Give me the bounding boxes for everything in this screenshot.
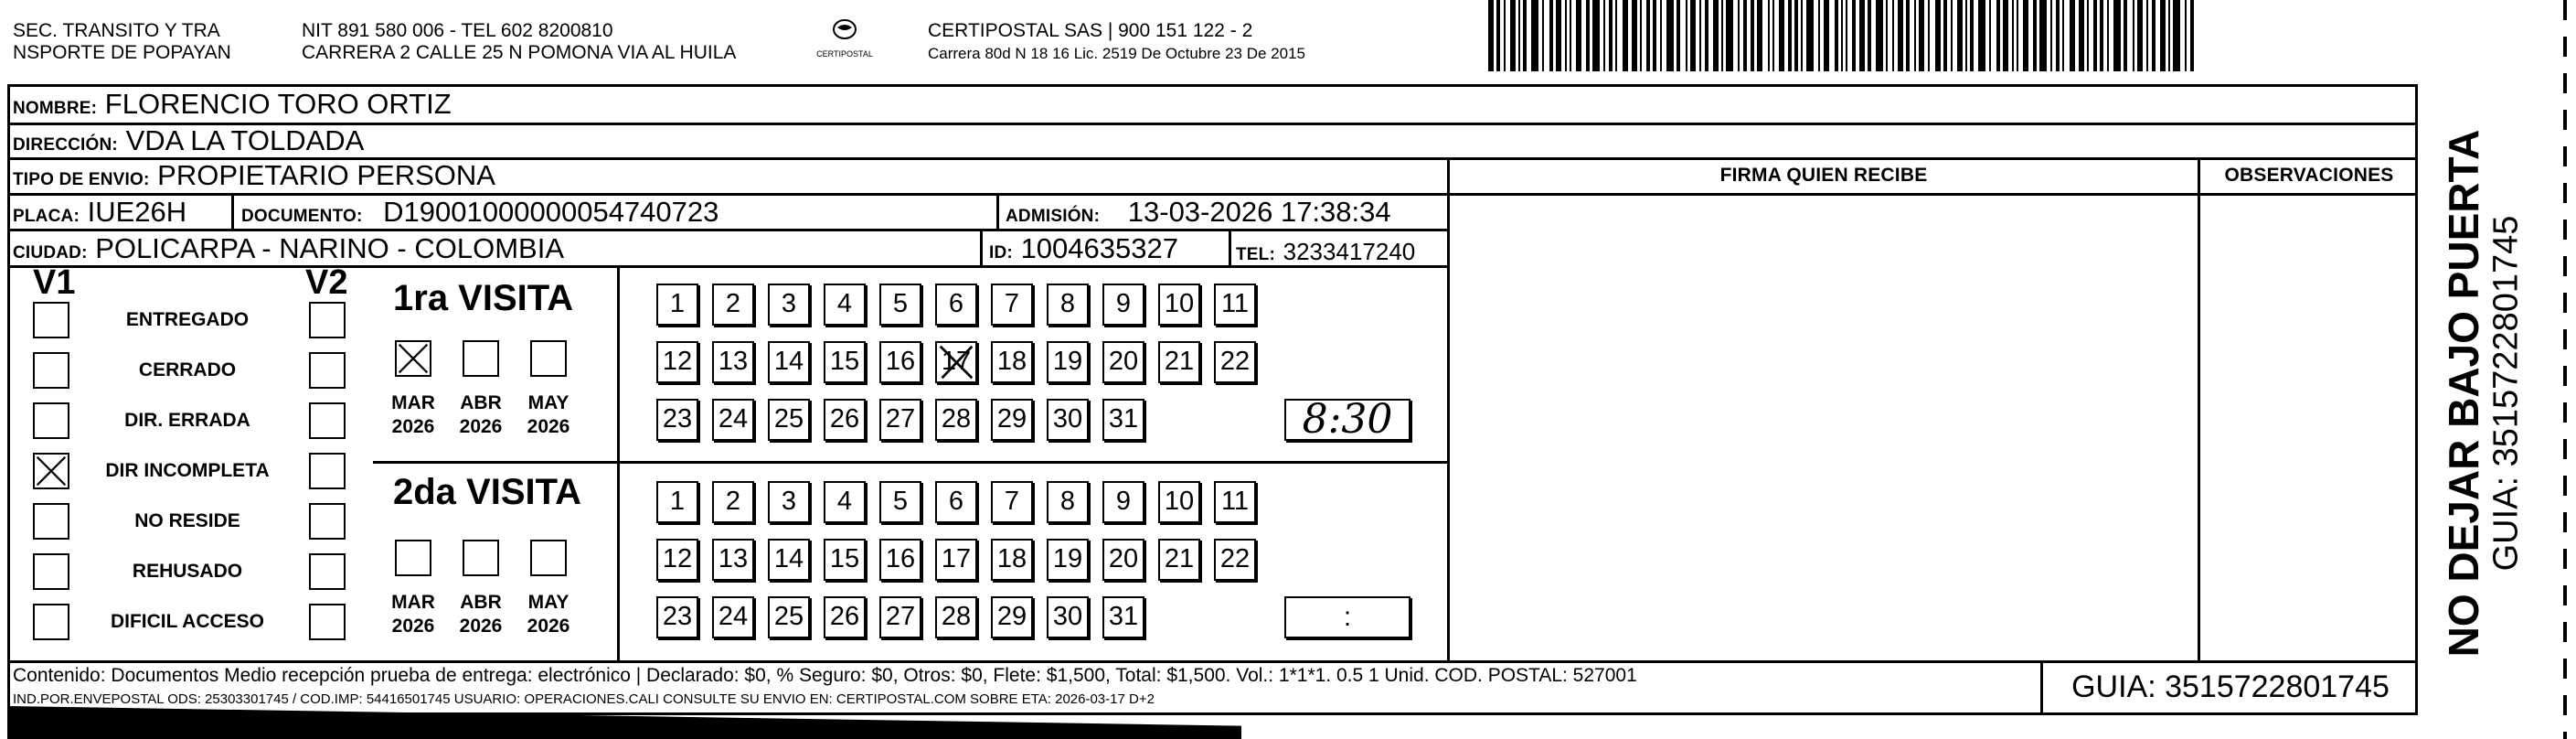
sender-nit-line2: CARRERA 2 CALLE 25 N POMONA VIA AL HUILA: [302, 41, 737, 63]
day-box[interactable]: 5: [879, 284, 921, 326]
carrier-line1: CERTIPOSTAL SAS | 900 151 122 - 2: [928, 20, 1253, 41]
day-box[interactable]: 25: [768, 399, 810, 441]
month-name: MAY: [527, 392, 569, 413]
day-box[interactable]: 19: [1047, 539, 1089, 581]
day-box[interactable]: 22: [1214, 539, 1256, 581]
usuario-line: IND.POR.ENVEPOSTAL ODS: 25303301745 / COD.IMP: 54416501745 USUARIO: OPERACIONES.CALI CONSULTE SU ENVIO EN: CERTIPOSTAL.COM SOBRE ETA: 2026-03-17 D+2: [13, 691, 1155, 707]
ciudad-row: [13, 234, 564, 262]
carrier-logo: [804, 16, 885, 62]
edge-perforation: [2563, 0, 2567, 739]
day-box[interactable]: 30: [1047, 399, 1089, 441]
month-checkbox[interactable]: [463, 540, 499, 576]
day-box[interactable]: 25: [768, 596, 810, 638]
firma-header: FIRMA QUIEN RECIBE: [1719, 165, 1928, 186]
day-box[interactable]: 13: [712, 539, 754, 581]
day-box[interactable]: 16: [879, 341, 921, 383]
tel-label: TEL:: [1236, 245, 1276, 264]
month-name: ABR: [460, 392, 502, 413]
second-visit-label: 2da VISITA: [393, 472, 581, 512]
tipo-value: PROPIETARIO PERSONA: [157, 159, 495, 191]
ciudad-value: POLICARPA - NARINO - COLOMBIA: [95, 232, 564, 264]
day-box[interactable]: 5: [879, 481, 921, 523]
day-box[interactable]: 28: [935, 596, 977, 638]
day-box[interactable]: 30: [1047, 596, 1089, 638]
direccion-value: VDA LA TOLDADA: [125, 124, 365, 156]
sender-org: [13, 20, 231, 63]
day-box[interactable]: 4: [824, 284, 866, 326]
month-year: 2026: [459, 616, 503, 637]
no-dejar-bajo-puerta: NO DEJAR BAJO PUERTA: [2440, 129, 2487, 658]
guia-box: GUIA: 3515722801745: [2071, 669, 2390, 704]
time-box[interactable]: :: [1284, 596, 1410, 638]
month-label: [453, 591, 508, 639]
day-box[interactable]: 14: [768, 341, 810, 383]
reason-v1-checkbox[interactable]: [33, 553, 69, 590]
day-box[interactable]: 10: [1158, 481, 1200, 523]
reason-v1-checkbox[interactable]: [33, 453, 69, 489]
day-box[interactable]: 11: [1214, 284, 1256, 326]
day-box[interactable]: 6: [935, 284, 977, 326]
month-year: 2026: [527, 616, 570, 637]
reason-label: ENTREGADO: [125, 309, 250, 330]
month-label: [386, 391, 441, 440]
reason-v2-checkbox[interactable]: [309, 453, 346, 489]
month-year: 2026: [391, 616, 435, 637]
day-box[interactable]: 23: [656, 399, 698, 441]
month-checkbox[interactable]: [463, 340, 499, 377]
reason-label: CERRADO: [138, 359, 237, 380]
nombre-label: NOMBRE:: [13, 99, 98, 118]
id-value: 1004635327: [1020, 232, 1178, 264]
month-checkbox[interactable]: [530, 540, 567, 576]
nombre-row: [13, 90, 452, 118]
day-box[interactable]: 18: [991, 539, 1033, 581]
day-box[interactable]: 16: [879, 539, 921, 581]
day-box[interactable]: 31: [1102, 596, 1144, 638]
day-box[interactable]: 7: [991, 284, 1033, 326]
reason-label: DIFICIL ACCESO: [110, 611, 264, 632]
day-box[interactable]: 26: [824, 399, 866, 441]
reason-v1-checkbox[interactable]: [33, 503, 69, 540]
day-box[interactable]: 27: [879, 399, 921, 441]
day-box[interactable]: 9: [1102, 284, 1144, 326]
id-label: ID:: [989, 243, 1013, 262]
day-box[interactable]: 17: [935, 341, 977, 383]
month-name: ABR: [460, 592, 502, 613]
reason-v1-checkbox[interactable]: [33, 352, 69, 389]
day-box[interactable]: 4: [824, 481, 866, 523]
barcode: [1488, 0, 2201, 71]
carrier-info: [928, 20, 1305, 62]
reason-label: REHUSADO: [132, 561, 243, 582]
day-box[interactable]: 29: [991, 399, 1033, 441]
day-box[interactable]: 9: [1102, 481, 1144, 523]
reason-label: NO RESIDE: [134, 510, 240, 531]
reason-v2-checkbox[interactable]: [309, 302, 346, 338]
placa-value: IUE26H: [87, 196, 187, 228]
day-box[interactable]: 7: [991, 481, 1033, 523]
day-box[interactable]: 18: [991, 341, 1033, 383]
day-box[interactable]: 21: [1158, 341, 1200, 383]
tipo-row: [13, 161, 495, 189]
month-name: MAY: [527, 592, 569, 613]
sender-org-line2: NSPORTE DE POPAYAN: [13, 41, 231, 63]
month-label: [386, 591, 441, 639]
documento-value: D19001000000054740723: [383, 196, 719, 228]
day-box[interactable]: 12: [656, 341, 698, 383]
day-box[interactable]: 20: [1102, 539, 1144, 581]
day-box[interactable]: 19: [1047, 341, 1089, 383]
side-guia: GUIA: 3515722801745: [2486, 215, 2526, 572]
month-checkbox[interactable]: [395, 340, 431, 377]
day-box[interactable]: 14: [768, 539, 810, 581]
ciudad-label: CIUDAD:: [13, 243, 88, 262]
reason-label: DIR INCOMPLETA: [105, 460, 270, 481]
day-box[interactable]: 23: [656, 596, 698, 638]
month-year: 2026: [527, 416, 570, 438]
day-box[interactable]: 22: [1214, 341, 1256, 383]
day-box[interactable]: 12: [656, 539, 698, 581]
day-box[interactable]: 20: [1102, 341, 1144, 383]
day-box[interactable]: 13: [712, 341, 754, 383]
reason-v2-checkbox[interactable]: [309, 352, 346, 389]
reason-v1-checkbox[interactable]: [33, 402, 69, 439]
day-box[interactable]: 21: [1158, 539, 1200, 581]
direccion-label: DIRECCIÓN:: [13, 135, 118, 155]
reason-v1-checkbox[interactable]: [33, 604, 69, 640]
reason-v2-checkbox[interactable]: [309, 402, 346, 439]
placa-label: PLACA:: [13, 207, 80, 226]
day-box[interactable]: 28: [935, 399, 977, 441]
month-year: 2026: [459, 416, 503, 438]
sender-nit-line1: NIT 891 580 006 - TEL 602 8200810: [302, 20, 613, 41]
month-label: [521, 391, 576, 440]
observaciones-header: OBSERVACIONES: [2224, 165, 2394, 186]
admision-value: 13-03-2026 17:38:34: [1127, 196, 1391, 228]
reason-v2-checkbox[interactable]: [309, 553, 346, 590]
month-year: 2026: [391, 416, 435, 438]
day-box[interactable]: 1: [656, 481, 698, 523]
admision-row: [1006, 198, 1391, 226]
month-name: MAR: [391, 392, 435, 413]
reason-v2-checkbox[interactable]: [309, 604, 346, 640]
placa-row: [13, 198, 186, 226]
documento-label: DOCUMENTO:: [241, 207, 363, 226]
day-box[interactable]: 3: [768, 284, 810, 326]
reason-label: DIR. ERRADA: [124, 410, 250, 431]
nombre-value: FLORENCIO TORO ORTIZ: [104, 88, 452, 120]
documento-row: [241, 198, 719, 226]
day-box[interactable]: 24: [712, 399, 754, 441]
month-label: [521, 591, 576, 639]
day-box[interactable]: 1: [656, 284, 698, 326]
day-box[interactable]: 6: [935, 481, 977, 523]
reason-v1-checkbox[interactable]: [33, 302, 69, 338]
carrier-line2: Carrera 80d N 18 16 Lic. 2519 De Octubre 23 De 2015: [928, 44, 1305, 62]
day-box[interactable]: 3: [768, 481, 810, 523]
day-box[interactable]: 11: [1214, 481, 1256, 523]
sender-org-line1: SEC. TRANSITO Y TRA: [13, 20, 220, 41]
day-box[interactable]: 2: [712, 284, 754, 326]
day-box[interactable]: 10: [1158, 284, 1200, 326]
first-visit-label: 1ra VISITA: [393, 278, 574, 318]
time-box[interactable]: 8:30: [1284, 399, 1410, 441]
day-box[interactable]: 29: [991, 596, 1033, 638]
month-label: [453, 391, 508, 440]
admision-label: ADMISIÓN:: [1006, 207, 1101, 226]
day-box[interactable]: 15: [824, 341, 866, 383]
day-box[interactable]: 26: [824, 596, 866, 638]
id-row: [989, 234, 1178, 262]
sender-nit: [302, 20, 736, 63]
svg-text:CERTIPOSTAL: CERTIPOSTAL: [816, 49, 873, 59]
day-box[interactable]: 24: [712, 596, 754, 638]
month-checkbox[interactable]: [530, 340, 567, 377]
v2-label: V2: [305, 263, 348, 302]
reason-v2-checkbox[interactable]: [309, 503, 346, 540]
tel-value: 3233417240: [1283, 238, 1416, 265]
day-box[interactable]: 15: [824, 539, 866, 581]
tel-row: [1236, 236, 1415, 264]
day-box[interactable]: 2: [712, 481, 754, 523]
day-box[interactable]: 17: [935, 539, 977, 581]
content-line: Contenido: Documentos Medio recepción prueba de entrega: electrónico | Declarado: $0, % Seguro: $0, Otros: $0, Flete: $1,500, Total: $1,500. Vol.: 1*1*1. 0.5 1 Unid. COD. POSTAL: 527001: [13, 665, 1637, 686]
month-checkbox[interactable]: [395, 540, 431, 576]
tipo-label: TIPO DE ENVIO:: [13, 170, 150, 189]
day-box[interactable]: 31: [1102, 399, 1144, 441]
day-box[interactable]: 8: [1047, 284, 1089, 326]
v1-label: V1: [33, 263, 76, 302]
month-name: MAR: [391, 592, 435, 613]
day-box[interactable]: 27: [879, 596, 921, 638]
day-box[interactable]: 8: [1047, 481, 1089, 523]
direccion-row: [13, 126, 364, 155]
